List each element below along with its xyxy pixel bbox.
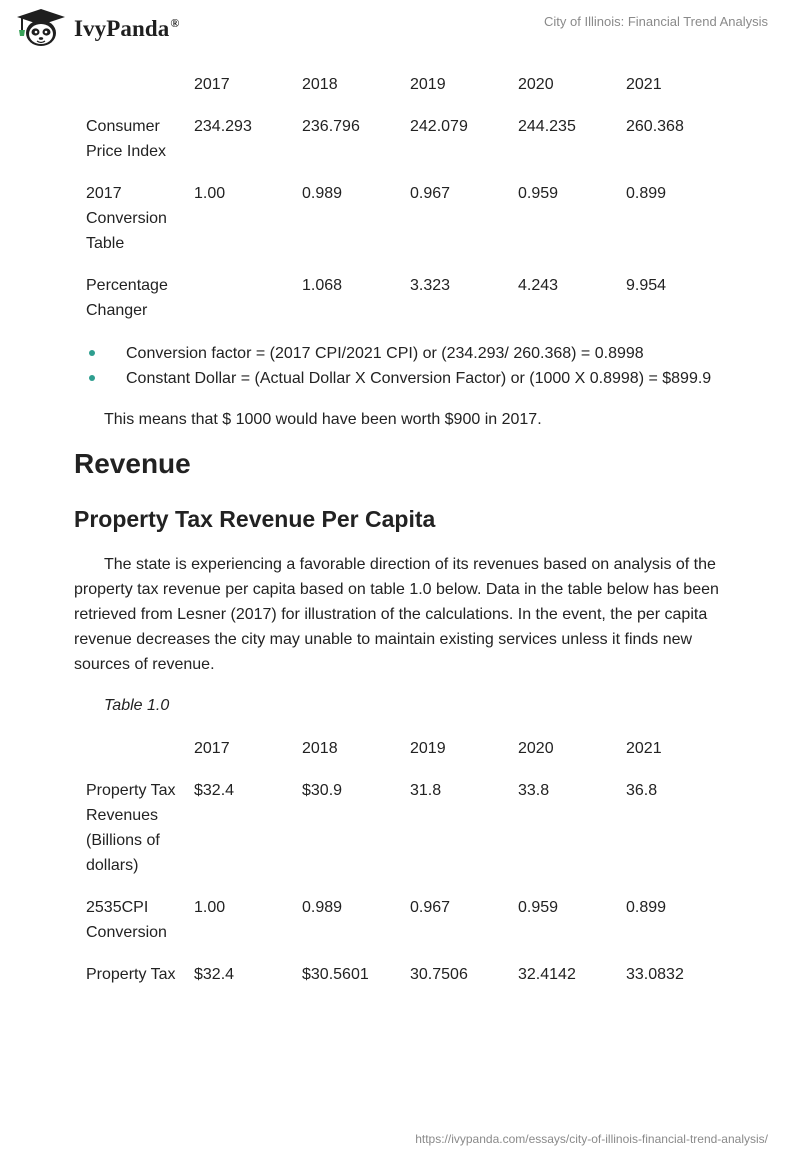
panda-graduate-icon	[15, 8, 67, 48]
registered-mark: ®	[170, 16, 180, 31]
table-corner-cell	[74, 70, 194, 114]
row-label: Property Tax	[86, 966, 176, 983]
body-paragraph: The state is experiencing a favorable direction of its revenues based on analysis of the property tax revenue per capita based on table 1.0 below. Data in the table below has been retrieved from Lesner (2017) for illustration of the calculations. In the event, the per capita revenue decreases the city may unable to maintain existing services unless it finds new sources of revenue.	[74, 556, 719, 673]
list-item-text: Conversion factor = (2017 CPI/2021 CPI) or (234.293/ 260.368) = 0.8998	[126, 345, 644, 362]
row-label: 2017 Conversion Table	[86, 185, 167, 252]
table-cell: 0.989	[302, 185, 343, 202]
table-cell: 0.899	[626, 899, 667, 916]
ivypanda-logo[interactable]	[15, 8, 179, 48]
table-cell: 0.989	[302, 899, 343, 916]
cpi-table	[74, 70, 726, 340]
source-url[interactable]: https://ivypanda.com/essays/city-of-illinois-financial-trend-analysis/	[415, 1132, 768, 1146]
summary-paragraph: This means that $ 1000 would have been worth $900 in 2017.	[104, 411, 542, 428]
column-header: 2020	[518, 76, 554, 93]
table-caption: Table 1.0	[104, 697, 170, 714]
table-row	[74, 962, 726, 1004]
section-heading: Revenue	[74, 448, 191, 479]
table-row	[74, 181, 726, 273]
column-header: 2021	[626, 76, 662, 93]
row-label: Property Tax Revenues (Billions of dollars)	[86, 782, 176, 874]
column-header: 2018	[302, 76, 338, 93]
column-header: 2017	[194, 740, 230, 757]
list-item	[74, 341, 734, 366]
column-header: 2019	[410, 740, 446, 757]
table-cell: 4.243	[518, 277, 559, 294]
table-row	[74, 895, 726, 962]
table-cell: 33.0832	[626, 966, 684, 983]
table-row	[74, 273, 726, 340]
table-cell: 244.235	[518, 118, 576, 135]
table-cell: 3.323	[410, 277, 451, 294]
table-header-row	[74, 734, 726, 778]
table-cell	[194, 273, 302, 340]
table-cell: 1.068	[302, 277, 343, 294]
table-corner-cell	[74, 734, 194, 778]
table-cell: 236.796	[302, 118, 360, 135]
table-cell: 33.8	[518, 782, 550, 799]
table-cell: 0.967	[410, 185, 451, 202]
row-label: Consumer Price Index	[86, 118, 167, 160]
table-cell: 0.899	[626, 185, 667, 202]
row-label: 2535CPI Conversion	[86, 899, 167, 941]
table-row	[74, 778, 726, 895]
list-item-text: Constant Dollar = (Actual Dollar X Conversion Factor) or (1000 X 0.8998) = $899.9	[126, 370, 712, 387]
article-content	[74, 70, 734, 1004]
table-cell: 1.00	[194, 185, 226, 202]
table-cell: 30.7506	[410, 966, 468, 983]
document-title: City of Illinois: Financial Trend Analysis	[544, 14, 768, 29]
table-cell: $30.5601	[302, 966, 369, 983]
logo-text: IvyPanda®	[74, 16, 180, 41]
table-header-row	[74, 70, 726, 114]
column-header: 2020	[518, 740, 554, 757]
bullet-dot-icon	[89, 375, 95, 381]
column-header: 2019	[410, 76, 446, 93]
table-cell: $30.9	[302, 782, 343, 799]
table-cell: 36.8	[626, 782, 658, 799]
formula-list	[74, 341, 734, 391]
table-cell: 242.079	[410, 118, 468, 135]
column-header: 2018	[302, 740, 338, 757]
table-cell: 9.954	[626, 277, 667, 294]
table-cell: 260.368	[626, 118, 684, 135]
subsection-heading: Property Tax Revenue Per Capita	[74, 506, 436, 532]
column-header: 2021	[626, 740, 662, 757]
list-item	[74, 366, 734, 391]
table-cell: 1.00	[194, 899, 226, 916]
table-cell: 32.4142	[518, 966, 576, 983]
table-cell: $32.4	[194, 782, 235, 799]
row-label: Percentage Changer	[86, 277, 168, 319]
table-cell: $32.4	[194, 966, 235, 983]
table-cell: 0.959	[518, 185, 559, 202]
table-cell: 0.967	[410, 899, 451, 916]
table-row	[74, 114, 726, 181]
table-cell: 234.293	[194, 118, 252, 135]
property-tax-table	[74, 734, 726, 1004]
page-header	[0, 0, 800, 62]
table-cell: 31.8	[410, 782, 442, 799]
bullet-dot-icon	[89, 350, 95, 356]
column-header: 2017	[194, 76, 230, 93]
table-cell: 0.959	[518, 899, 559, 916]
